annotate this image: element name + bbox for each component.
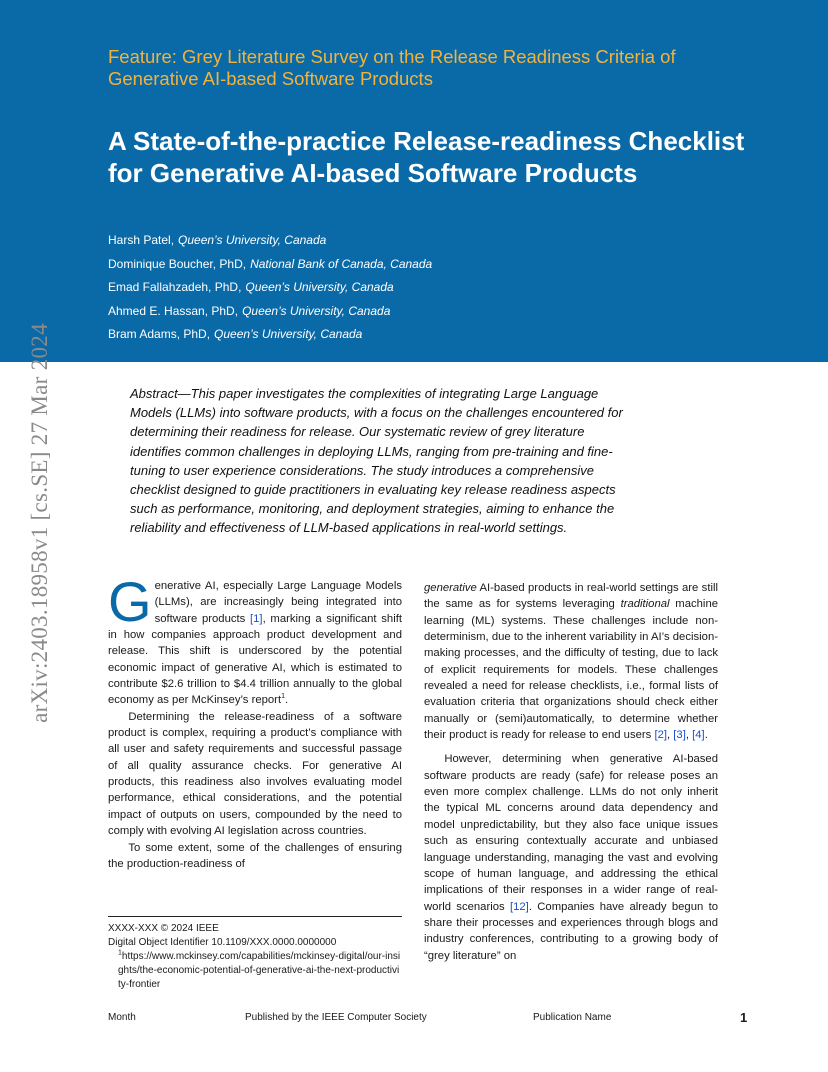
footnotes (108, 922, 402, 992)
body-column-right (424, 580, 718, 964)
author-affiliation: Queen’s University, Canada (178, 233, 327, 247)
body-text: , (667, 729, 674, 742)
body-text: AI-based products in real-world settings are still the same as for systems leveraging (424, 582, 718, 611)
footnote-number: 1 (118, 949, 122, 957)
body-text: However, determining when generative AI-based software products are ready (safe) for release poses an even more complex challenge. LLMs do not only inherit the typical ML concerns around data dependency and model unpredictability, but they also face unique issues such as ensuring contextually accurate and unbiased language understanding, managing the vast and evolving scope of human language, and addressing the ethical implications of their responses in a wider range of real-world scenarios (424, 753, 718, 913)
citation-link[interactable]: [4] (692, 729, 705, 742)
paper-title: A State-of-the-practice Release-readiness Checklist for Generative AI-based Software Products (108, 126, 745, 188)
title-banner (0, 0, 828, 362)
emphasis-text: generative (424, 582, 477, 594)
body-text: enerative AI, especially Large Language Models (LLMs), are increasingly being integrated into software products (154, 580, 402, 625)
feature-heading: Feature: Grey Literature Survey on the Release Readiness Criteria of Generative AI-based Software Products (108, 46, 676, 89)
citation-link[interactable]: [2] (654, 729, 668, 742)
author-affiliation: Queen’s University, Canada (214, 327, 363, 341)
footer-publication: Publication Name (533, 1012, 612, 1023)
author-name: Bram Adams, PhD, (108, 327, 211, 341)
page-number: 1 (740, 1010, 748, 1025)
body-paragraph (108, 570, 402, 709)
body-paragraph (424, 580, 718, 743)
citation-link[interactable]: [1] (250, 612, 263, 625)
author-entry (108, 232, 748, 256)
author-affiliation: Queen’s University, Canada (245, 280, 394, 294)
citation-link[interactable]: [12] (509, 900, 529, 913)
body-column-left (108, 570, 402, 872)
drop-cap: G (108, 570, 152, 633)
footer-month: Month (108, 1012, 136, 1023)
author-entry (108, 303, 748, 327)
author-name: Dominique Boucher, PhD, (108, 256, 247, 271)
body-paragraph: Determining the release-readiness of a software product is complex, requiring a product’s compliance with all user and safety requirements and successful passage of all quality assurance checks. For generative AI products, this readiness also involves evaluating model performance, ethical considerations, and the potential impact of outputs on users, compounded by the need to comply with evolving AI legislation across countries. (108, 710, 402, 838)
footnote-divider (108, 916, 402, 917)
author-name: Harsh Patel, (108, 233, 175, 247)
author-entry (108, 279, 748, 303)
footer-publisher: Published by the IEEE Computer Society (245, 1012, 427, 1023)
citation-link[interactable]: [3] (673, 729, 686, 742)
author-list (108, 232, 748, 350)
body-text: machine learning (ML) systems. These challenges include non-determinism, due to the inherent variability in AI’s decision-making processes, and the difficulty of testing, due to lack of explicit requirements for models. These challenges revealed a need for release checklists, i.e., formal lists of evaluation criteria that organizations should check either manually or (semi)automatically, to determine whether their product is ready for release to end users (424, 598, 719, 742)
footnote-url[interactable]: https://www.mckinsey.com/capabilities/mckinsey-digital/our-insights/the-economic-potential-of-generative-ai-the-next-productivity-frontier (118, 951, 401, 990)
body-text: , marking a significant shift in how companies approach product development and release. This shift is underscored by the potential economic impact of generative AI, which is estimated to contribute $2.6 trillion to $4.4 trillion annually to the global economy as per McKinsey’s report (108, 612, 402, 707)
author-entry (108, 256, 748, 280)
author-affiliation: National Bank of Canada, Canada (250, 256, 433, 271)
author-name: Ahmed E. Hassan, PhD, (108, 303, 239, 318)
abstract: Abstract—This paper investigates the complexities of integrating Large Language Models (LLMs) into software products, with a focus on the challenges encountered for determining their readiness for release. Our systematic review of grey literature identifies common challenges in deploying LLMs, ranging from pre-training and fine-tuning to user experience considerations. The study introduces a comprehensive checklist designed to guide practitioners in evaluating key release readiness aspects such as performance, monitoring, and deployment strategies, aiming to enhance the reliability and effectiveness of LLM-based applications in real-world settings. (130, 386, 623, 536)
body-paragraph (108, 840, 402, 873)
body-paragraph (424, 751, 718, 963)
footnote-entry (108, 950, 402, 992)
author-entry (108, 326, 748, 350)
emphasis-text: traditional (620, 598, 670, 611)
copyright-line: XXXX-XXX © 2024 IEEE (108, 923, 219, 934)
body-text: , (685, 729, 693, 742)
body-text: To some extent, some of the challenges of ensuring the production-readiness of (108, 841, 402, 870)
body-text: . Companies have already begun to share their processes and experiences through blogs and industry conferences, contributing to a growing body of “grey literature” on (424, 900, 719, 962)
footnote-mark[interactable]: 1 (281, 693, 285, 701)
author-name: Emad Fallahzadeh, PhD, (108, 280, 242, 294)
arxiv-stamp: arXiv:2403.18958v1 [cs.SE] 27 Mar 2024 (27, 323, 52, 723)
body-text: . (704, 729, 708, 742)
author-affiliation: Queen’s University, Canada (242, 303, 391, 318)
doi-line: Digital Object Identifier 10.1109/XXX.0000.0000000 (108, 937, 337, 948)
body-text: . (285, 694, 289, 707)
